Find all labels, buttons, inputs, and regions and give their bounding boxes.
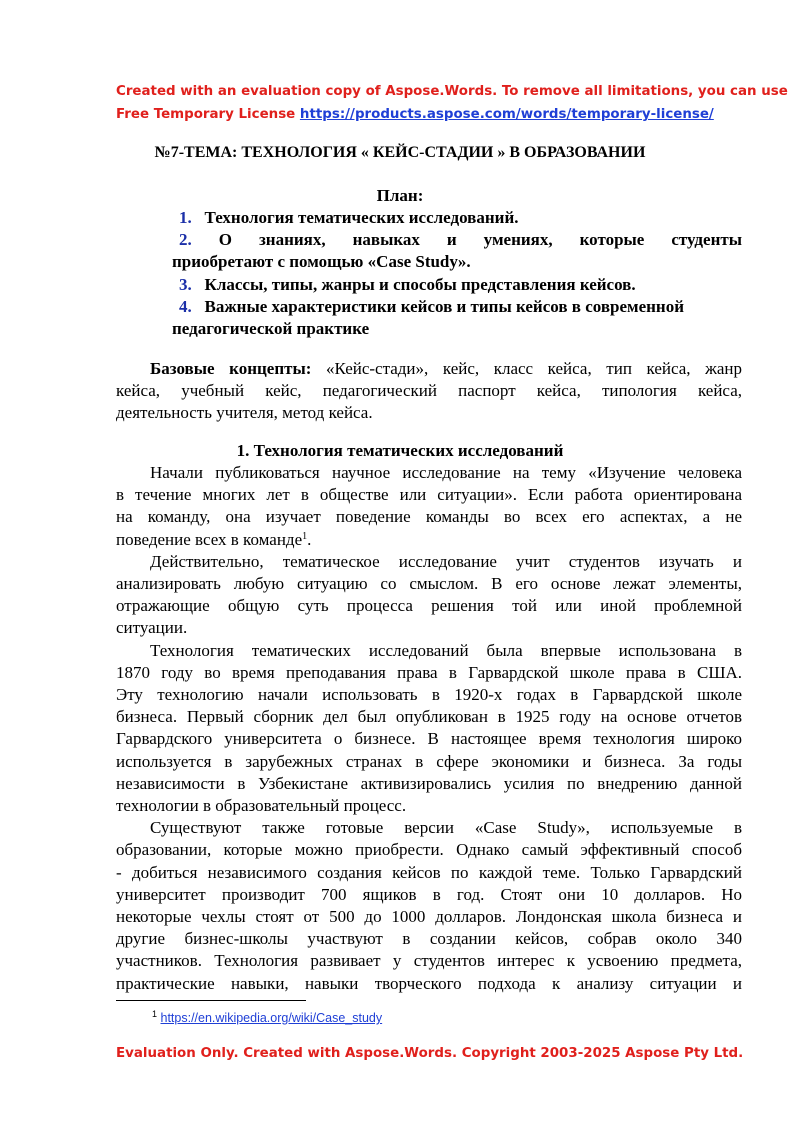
paragraph-line: практические навыки, навыки творческого подхода к анализу ситуации и: [116, 973, 742, 993]
concepts-text: «Кейс-стади», кейс, класс кейса, тип кейса, жанр: [326, 359, 742, 378]
paragraph-line: Эту технологию начали использовать в 1920-х годах в Гарвардской школе: [116, 685, 742, 705]
evaluation-footer: Evaluation Only. Created with Aspose.Words. Copyright 2003-2025 Aspose Pty Ltd.: [116, 1046, 744, 1061]
paragraph-line: на команду, она изучает поведение команды во всех его аспектах, а не: [116, 507, 742, 527]
paragraph-line: Начали публиковаться научное исследование на тему «Изучение человека: [150, 463, 742, 482]
paragraph-line: в течение многих лет в обществе или ситуации». Если работа ориентирована: [116, 485, 742, 505]
plan-item-text: О знаниях, навыках и умениях, которые студенты: [218, 230, 742, 250]
plan-item-text: Важные характеристики кейсов и типы кейсов в современной: [204, 296, 685, 316]
section-heading: 1. Технология тематических исследований: [236, 441, 564, 460]
evaluation-watermark-line2: [116, 104, 756, 126]
plan-item-text-cont: приобретают с помощью «Case Study».: [172, 252, 471, 272]
footnote: [152, 1011, 382, 1025]
paragraph-line: 1870 году во время преподавания права в Гарвардской школе права в США.: [116, 662, 742, 682]
evaluation-watermark-line1: Created with an evaluation copy of Aspose.Words. To remove all limitations, you can use: [116, 84, 788, 99]
footnote-separator: [116, 1000, 306, 1001]
plan-item-number: 1.: [179, 208, 192, 227]
paragraph-line: используется в зарубежных странах в сфере экономики и бизнеса. За годы: [116, 751, 742, 771]
paragraph-line: отражающие общую суть процесса решения той или иной проблемной: [116, 596, 742, 616]
paragraph-line: технологии в образовательный процесс.: [116, 796, 407, 816]
paragraph-line: Гарвардского университета о бизнесе. В настоящее время технология широко: [116, 729, 742, 749]
concepts-text: кейса, учебный кейс, педагогический паспорт кейса, типология кейса,: [116, 381, 742, 401]
concepts-text: деятельность учителя, метод кейса.: [116, 403, 373, 423]
footnote-link[interactable]: https://en.wikipedia.org/wiki/Case_study: [160, 1011, 383, 1025]
plan-list: [172, 207, 742, 340]
paragraph-line: - добиться независимого создания кейсов по каждой теме. Только Гарвардский: [116, 862, 742, 882]
plan-item-text: Классы, типы, жанры и способы представления кейсов.: [204, 274, 636, 294]
footnote-number: 1: [152, 1009, 158, 1019]
footnote-reference[interactable]: 1: [302, 530, 308, 542]
plan-item-2: [172, 229, 742, 273]
plan-item-text-cont: педагогической практике: [172, 319, 370, 339]
paragraph-line: Технология тематических исследований была впервые использована в: [150, 640, 742, 660]
paragraph-line: поведение всех в команде$^1$.: [116, 529, 312, 549]
paragraph-line: университет производит 700 ящиков в год. Стоят они 10 долларов. Но: [116, 884, 742, 904]
plan-item-number: 4.: [179, 296, 192, 316]
plan-item-number: 2.: [179, 230, 192, 250]
document-title: №7-ТЕМА: ТЕХНОЛОГИЯ « КЕЙС-СТАДИИ » В ОБРАЗОВАНИИ: [154, 144, 646, 161]
paragraph-line: другие бизнес-школы участвуют в создании кейсов, собрав около 340: [116, 929, 742, 949]
watermark-license-label: Free Temporary License: [116, 107, 300, 122]
concepts-label: Базовые концепты:: [150, 359, 312, 378]
paragraph-line: Действительно, тематическое исследование учит студентов изучать и: [150, 551, 742, 571]
plan-item-4: [172, 296, 742, 340]
plan-item-number: 3.: [179, 274, 192, 294]
plan-item-3: [172, 274, 742, 296]
paragraph-line: некоторые чехлы стоят от 500 до 1000 долларов. Лондонская школа бизнеса и: [116, 907, 742, 927]
plan-heading: План:: [376, 186, 424, 205]
paragraph-line: Существуют также готовые версии «Case Study», используемые в: [150, 818, 742, 838]
temporary-license-link[interactable]: https://products.aspose.com/words/temporary-license/: [299, 107, 714, 122]
paragraph-line: независимости в Узбекистане активизировались усилия по внедрению данной: [116, 773, 742, 793]
paragraph-line: ситуации.: [116, 618, 188, 638]
paragraph-line: участников. Технология развивает у студентов интерес к усвоению предмета,: [116, 951, 742, 971]
plan-item-1: [172, 207, 742, 229]
paragraph-line: анализировать любую ситуацию со смыслом. В его основе лежат элементы,: [116, 574, 742, 594]
section-body: [116, 462, 742, 995]
plan-item-text: Технология тематических исследований.: [204, 208, 519, 227]
concepts-paragraph: [116, 358, 742, 425]
paragraph-line: бизнеса. Первый сборник дел был опубликован в 1925 году на основе отчетов: [116, 707, 742, 727]
paragraph-line: образовании, которые можно приобрести. Однако самый эффективный способ: [116, 840, 742, 860]
